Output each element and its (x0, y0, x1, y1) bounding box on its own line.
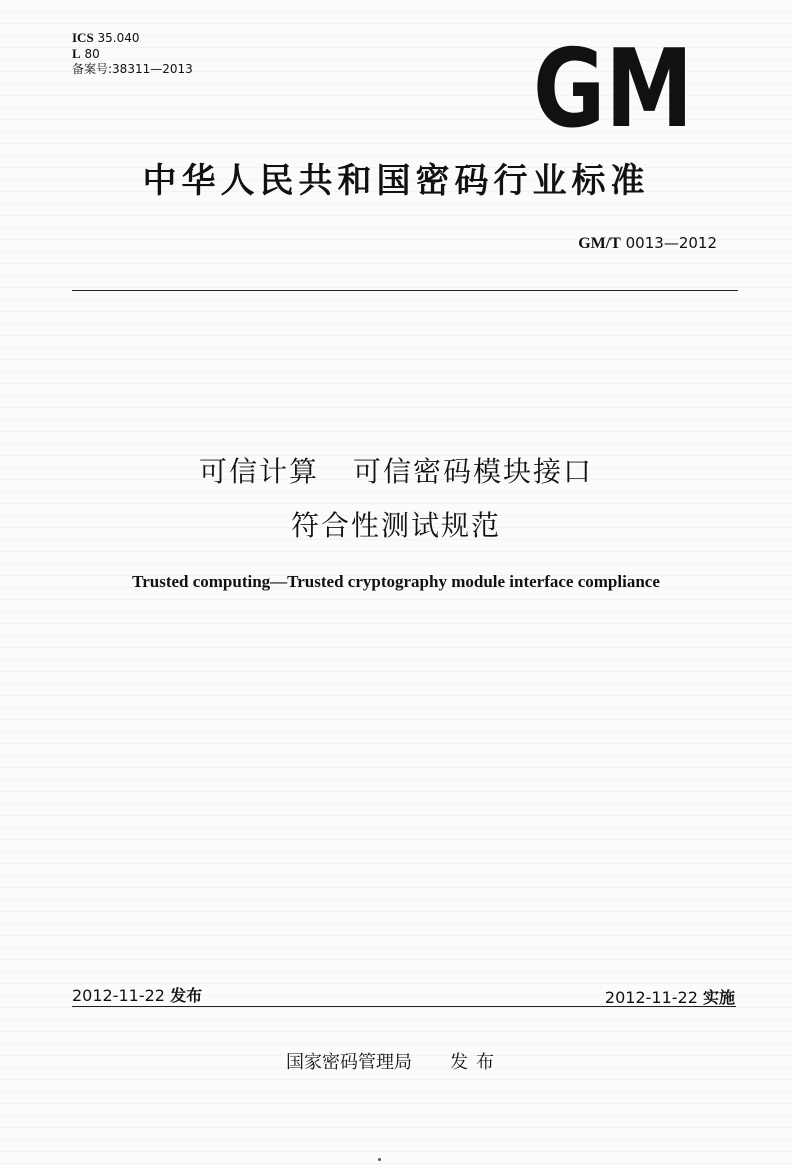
classification-label: L (72, 46, 81, 61)
scan-speck (378, 1158, 381, 1161)
publisher-action: 发布 (450, 1052, 502, 1073)
top-divider (72, 290, 738, 291)
chinese-title-line-1 (0, 450, 792, 490)
chinese-title-line-2: 符合性测试规范 (290, 509, 501, 542)
gm-logo (532, 27, 694, 152)
document-metadata (72, 30, 193, 77)
implement-date-value: 2012-11-22 (604, 988, 698, 1007)
publisher-name: 国家密码管理局 (286, 1052, 412, 1073)
implement-date (605, 985, 735, 1008)
standard-code (578, 234, 717, 253)
standard-code-prefix: GM/T (578, 235, 621, 252)
publisher (286, 1048, 502, 1074)
publish-date (72, 983, 202, 1006)
classification-line (72, 46, 193, 62)
publish-date-suffix: 发布 (170, 986, 203, 1005)
standard-code-number: 0013—2012 (625, 234, 717, 252)
ics-line (72, 30, 193, 46)
record-number: 备案号:38311—2013 (72, 62, 193, 76)
standard-category-title: 中华人民共和国密码行业标准 (142, 161, 650, 201)
ics-label: ICS (72, 30, 94, 45)
implement-date-suffix: 实施 (702, 988, 735, 1007)
gm-logo-text: GM (533, 27, 693, 152)
bottom-divider (72, 1006, 736, 1007)
chinese-title-part-2: 可信密码模块接口 (353, 455, 594, 488)
classification-value: 80 (84, 47, 100, 61)
chinese-title-part-1: 可信计算 (198, 455, 319, 488)
publish-date-value: 2012-11-22 (72, 986, 165, 1005)
ics-value: 35.040 (97, 31, 140, 45)
english-title: Trusted computing—Trusted cryptography module interface compliance (132, 572, 660, 591)
